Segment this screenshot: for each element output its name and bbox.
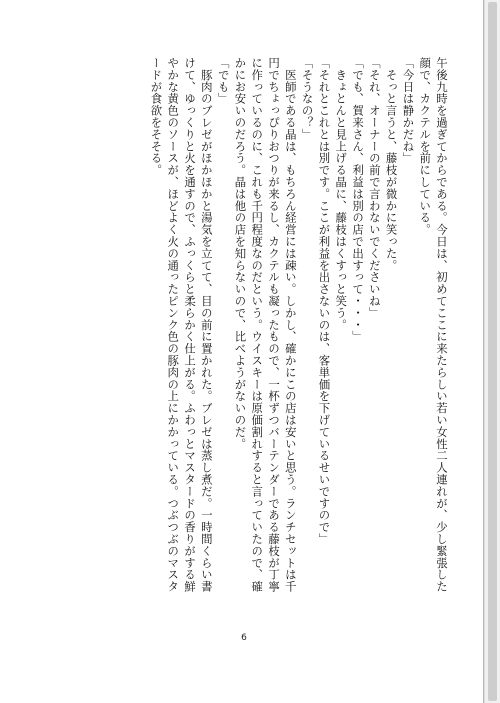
text-line: かにお安いのだろう。晶は他の店を知らないので、比べようがないのだ。 — [233, 57, 248, 450]
vertical-body-text — [58, 57, 450, 605]
text-line: やかな黄色のソースが、ほどよく火の通ったピンク色の豚肉の上にかかっている。つぶつぶのマスタ — [166, 57, 181, 593]
scrollbar-thumb[interactable] — [488, 2, 497, 701]
text-line: 豚肉のブレゼがほかほかと湯気を立てて、目の前に置かれた。ブレゼは蒸し煮だ。一時間くらい書 — [199, 57, 214, 593]
text-line: 「でも」 — [216, 57, 231, 105]
text-line: ードが食欲をそそる。 — [149, 57, 164, 176]
text-line: きょとんと見上げる晶に、藤枝はくすっと笑う。 — [334, 57, 349, 331]
text-line: 「それとこれとは別です。ここが利益を出さないのは、客単価を下げているせいですので」 — [317, 57, 332, 545]
text-line: 午後九時を過ぎてからである。今日は、初めてここに来たらしい若い女性二人連れが、少し緊張した — [435, 57, 449, 593]
text-line: 「そうなの？」 — [300, 57, 315, 141]
text-line: 「でも、賀来さん、利益は別の店で出すって・・・」 — [351, 57, 366, 343]
text-line: けて、ゆっくりと火を通すので、ふっくらと柔らかく仕上がる。ふわっとマスタードの香りがする鮮 — [183, 57, 198, 593]
text-line: 医師である晶は、もちろん経営には疎い。しかし、確かにこの店は安いと思う。ランチセットは千 — [283, 57, 298, 593]
text-line: 顔で、カクテルを前にしている。 — [418, 57, 433, 236]
text-line: 「今日は静かだね」 — [401, 57, 416, 165]
text-line: 円でちょっぴりおつりが来るし、カクテルも凝ったもので、一杯ずつバーテンダーである藤枝が丁寧 — [267, 57, 282, 593]
text-line: 「それ、オーナーの前で言わないでくださいね」 — [367, 57, 382, 319]
vertical-scrollbar[interactable] — [484, 0, 500, 703]
text-line: そっと言うと、藤枝が微かに笑った。 — [384, 57, 399, 272]
text-line: に作っているのに、これも千円程度なのだという。ウイスキーは原価割れすると言っていたので、確 — [250, 57, 265, 593]
page-number: 6 — [241, 633, 247, 643]
